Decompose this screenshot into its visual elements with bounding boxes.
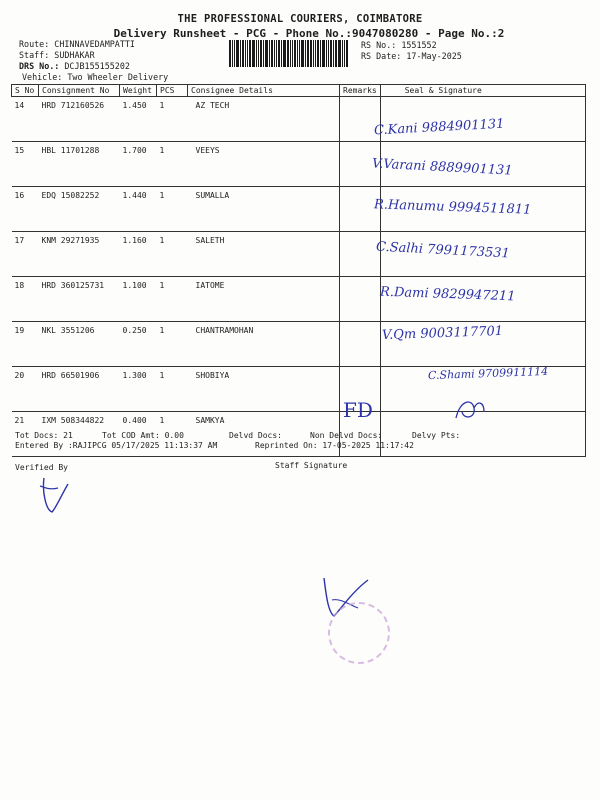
table-header-row bbox=[12, 85, 586, 97]
handwritten-signature: R.Hanumu 9994511811 bbox=[373, 197, 532, 218]
cell-consignee: IATOME bbox=[188, 277, 340, 322]
runsheet-table bbox=[11, 84, 586, 457]
cell-pieces: 1 bbox=[157, 367, 188, 412]
drs-value: DCJB155155202 bbox=[64, 61, 130, 71]
cell-serial-no: 14 bbox=[12, 97, 39, 142]
cell-pieces: 1 bbox=[157, 277, 188, 322]
cell-weight: 1.160 bbox=[120, 232, 157, 277]
cell-consignment-no: HBL 11701288 bbox=[39, 142, 120, 187]
runsheet-subtitle: Delivery Runsheet - PCG - Phone No.:9047080280 - Page No.:2 bbox=[113, 27, 505, 40]
cell-consignee: SUMALLA bbox=[188, 187, 340, 232]
cell-consignee: AZ TECH bbox=[188, 97, 340, 142]
verified-by-label: Verified By bbox=[15, 463, 68, 472]
handwritten-signature: V.Qm 9003117701 bbox=[381, 323, 504, 344]
handwritten-signature: R.Dami 9829947211 bbox=[379, 284, 516, 305]
cell-consignment-no: EDQ 15082252 bbox=[39, 187, 120, 232]
cell-consignee: SHOBIYA bbox=[188, 367, 340, 412]
total-cod: Tot COD Amt: 0.00 bbox=[102, 431, 184, 440]
company-title: THE PROFESSIONAL COURIERS, COIMBATORE bbox=[177, 13, 423, 25]
delivered-docs: Delvd Docs: bbox=[229, 431, 282, 440]
cell-remarks bbox=[340, 277, 381, 322]
faint-stamp-seal bbox=[328, 602, 390, 664]
remarks-handwritten: FD bbox=[343, 398, 373, 422]
cell-serial-no: 18 bbox=[12, 277, 39, 322]
staff-signature-label: Staff Signature bbox=[275, 461, 348, 470]
cell-serial-no: 16 bbox=[12, 187, 39, 232]
non-delivered-docs: Non Delvd Docs: bbox=[310, 431, 383, 440]
cell-pieces: 1 bbox=[157, 232, 188, 277]
cell-weight: 0.250 bbox=[120, 322, 157, 367]
cell-consignment-no: HRD 712160526 bbox=[39, 97, 120, 142]
cell-consignee: SAMKYA bbox=[188, 412, 340, 457]
column-header: Consignment No bbox=[39, 85, 120, 97]
column-header: Weight bbox=[120, 85, 157, 97]
route-label: Route: CHINNAVEDAMPATTI bbox=[19, 39, 135, 49]
cell-weight: 1.450 bbox=[120, 97, 157, 142]
cell-consignee: VEEYS bbox=[188, 142, 340, 187]
cell-pieces: 1 bbox=[157, 322, 188, 367]
cell-weight: 1.100 bbox=[120, 277, 157, 322]
cell-serial-no: 20 bbox=[12, 367, 39, 412]
cell-serial-no: 17 bbox=[12, 232, 39, 277]
cell-pieces: 1 bbox=[157, 142, 188, 187]
cell-pieces: 1 bbox=[157, 187, 188, 232]
cell-consignee: CHANTRAMOHAN bbox=[188, 322, 340, 367]
cell-serial-no: 19 bbox=[12, 322, 39, 367]
cell-weight: 1.300 bbox=[120, 367, 157, 412]
cell-serial-no: 21 bbox=[12, 412, 39, 457]
cell-weight: 1.440 bbox=[120, 187, 157, 232]
handwritten-signature: C.Salhi 7991173531 bbox=[375, 239, 511, 262]
column-header: PCS bbox=[157, 85, 188, 97]
cell-pieces: 1 bbox=[157, 412, 188, 457]
handwritten-signature: C.Kani 9884901131 bbox=[373, 116, 505, 139]
cell-consignment-no: NKL 3551206 bbox=[39, 322, 120, 367]
cell-remarks bbox=[340, 232, 381, 277]
total-docs: Tot Docs: 21 bbox=[15, 431, 73, 440]
staff-label: Staff: SUDHAKAR bbox=[19, 50, 95, 60]
column-header: Remarks bbox=[340, 85, 381, 97]
column-header: S No bbox=[12, 85, 39, 97]
barcode-image bbox=[229, 40, 351, 67]
cell-consignment-no: KNM 29271935 bbox=[39, 232, 120, 277]
cell-consignment-no: IXM 508344822 bbox=[39, 412, 120, 457]
delivery-points: Delvy Pts: bbox=[412, 431, 461, 440]
handwritten-signature: V.Varani 8889901131 bbox=[371, 156, 513, 179]
cell-weight: 0.400 bbox=[120, 412, 157, 457]
cell-consignee: SALETH bbox=[188, 232, 340, 277]
drs-number bbox=[19, 61, 130, 72]
cell-consignment-no: HRD 66501906 bbox=[39, 367, 120, 412]
column-header: Seal & Signature bbox=[380, 85, 585, 97]
drs-label: DRS No.: bbox=[19, 61, 60, 71]
cell-remarks bbox=[340, 322, 381, 367]
handwritten-signature: C.Shami 9709911114 bbox=[427, 364, 549, 383]
cell-pieces: 1 bbox=[157, 97, 188, 142]
cell-weight: 1.700 bbox=[120, 142, 157, 187]
cell-consignment-no: HRD 360125731 bbox=[39, 277, 120, 322]
verified-signature bbox=[30, 470, 80, 520]
reprinted-on: Reprinted On: 17-05-2025 11:17:42 bbox=[255, 441, 414, 450]
rs-number: RS No.: 1551552 bbox=[361, 40, 437, 50]
cell-serial-no: 15 bbox=[12, 142, 39, 187]
vehicle-label: Vehicle: Two Wheeler Delivery bbox=[22, 72, 169, 82]
column-header: Consignee Details bbox=[188, 85, 340, 97]
signature-scribble bbox=[450, 392, 490, 424]
entered-by: Entered By :RAJIPCG 05/17/2025 11:13:37 AM bbox=[15, 441, 218, 450]
rs-date: RS Date: 17-May-2025 bbox=[361, 51, 462, 61]
